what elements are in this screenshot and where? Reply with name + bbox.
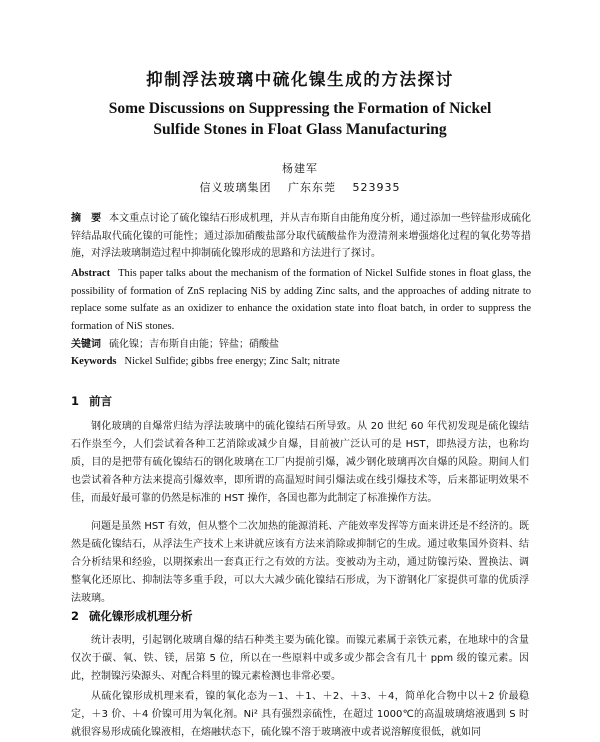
section-1-heading [71,393,112,409]
author-name: 杨建军 [282,162,318,175]
affiliation-place: 广东东莞 [288,181,336,194]
affiliation-org: 信义玻璃集团 [199,181,272,194]
keywords-en-label: Keywords [71,356,117,367]
section-2-heading [71,608,193,624]
section-1-paragraph: 问题是虽然 HST 有效，但从整个二次加热的能源消耗、产能效率发挥等方面来讲还是不经济的。既然是硫化镍结石，从浮法生产技术上来讲就应该有方法来消除或抑制它的生成。通过收集国外资料、结合分析结果和经验，以期探索出一套真正行之有效的方法。变被动为主动，通过防镍污染、置换法、调整氧化还原比、抑制法等多重手段，可以大大减少硫化镍结石形成，为下游钢化厂家提供可靠的优质浮法玻璃。 [71,521,529,604]
section-1-number: 1 [71,394,80,408]
paper-title-en-line2: Sulfide Stones in Float Glass Manufacturing [153,121,447,138]
affiliation-postcode: 523935 [352,181,401,194]
section-1-paragraph: 钢化玻璃的自爆常归结为浮法玻璃中的硫化镍结石所导致。从 20 世纪 60 年代初发现是硫化镍结石作祟至今，人们尝试着各种工艺消除或减少自爆，目前被广泛认可的是 HST，即热浸方法，也称均质，目的是把带有硫化镍结石的钢化玻璃在工厂内提前引爆，减少钢化玻璃再次自爆的风险。期间人们也尝试着各种方法来提高引爆效率，即所谓的高温短时间引爆法或在线引爆技术等，后来都证明效果不佳，而最好最可靠的仍然是标准的 HST 操作，各国也都为此制定了标准操作方法。 [71,421,529,504]
abstract-cn-text: 本文重点讨论了硫化镍结石形成机理，并从吉布斯自由能角度分析，通过添加一些锌盐形成硫化锌结晶取代硫化镍的可能性；通过添加硝酸盐部分取代硫酸盐作为澄清剂来增强熔化过程的氧化势等措施，对浮法玻璃制造过程中抑制硫化镍形成的思路和方法进行了探讨。 [71,213,532,259]
section-2-number: 2 [71,609,80,623]
author-affiliation [0,179,600,195]
keywords-en-text: Nickel Sulfide; gibbs free energy; Zinc Salt; nitrate [124,356,340,367]
section-2-paragraph: 从硫化镍形成机理来看，镍的氧化态为－1、＋1、＋2、＋3、＋4，简单化合物中以＋2 价最稳定，＋3 价、＋4 价镍可用为氧化剂。Ni² 具有强烈亲硫性，在超过 1000℃的高温玻璃熔液遇到 S 时就很容易形成硫化镍液相，在熔融状态下，硫化镍不溶于玻璃液中或者说溶解度很低，就如同 [71,691,529,738]
abstract-cn-label: 摘 要 [71,213,102,224]
keywords-cn [71,336,531,354]
keywords-cn-text: 硫化镍；吉布斯自由能；锌盐；硝酸盐 [109,339,279,350]
keywords-cn-label: 关键词 [71,339,101,350]
section-2-title: 硫化镍形成机理分析 [89,609,193,623]
paper-title-en [0,98,600,140]
abstract-en-label: Abstract [71,268,111,279]
paper-title-en-line1: Some Discussions on Suppressing the Formation of Nickel [108,100,492,117]
section-2-paragraph: 统计表明，引起钢化玻璃自爆的结石种类主要为硫化镍。而镍元素属于亲铁元素，在地球中的含量仅次于碳、氧、铁、镁，居第 5 位，所以在一些原料中或多或少都会含有几十 ppm 级的镍元素。因此，控制镍污染源头、对配合料里的镍元素检测也非常必要。 [71,635,529,682]
abstract-en-text: This paper talks about the mechanism of the formation of Nickel Sulfide stones in float glass, the possibility of formation of ZnS replacing NiS by adding Zinc salts, and the approaches of adding nitrate to replace some sulfate as an oxidizer to enhance the oxidation state into float batch, in order to suppress the formation of NiS stones. [71,268,531,332]
paper-title-cn: 抑制浮法玻璃中硫化镍生成的方法探讨 [146,70,454,89]
abstract-en [71,265,531,335]
keywords-en [71,353,531,371]
section-1-title: 前言 [89,394,112,408]
abstract-cn [71,210,531,263]
